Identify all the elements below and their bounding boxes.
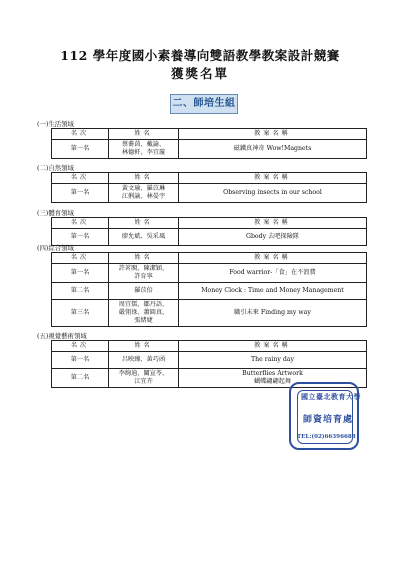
rank-cell: 第二名 — [52, 369, 109, 388]
names-cell — [109, 283, 179, 300]
rank-cell: 第一名 — [52, 229, 109, 246]
seal-bottom-text: TEL:(02)66396688 — [297, 434, 356, 440]
seal-top-text: 國立臺北教育大學 — [301, 392, 361, 401]
name-header: 姓名 — [109, 218, 179, 229]
name-line: 蔡蕎茵、戴諭、 — [121, 141, 166, 148]
document-subtitle: 獲獎名單 — [170, 66, 229, 81]
table-row — [52, 184, 367, 203]
rank-cell: 第一名 — [52, 184, 109, 203]
document-title: 112 學年度國小素養導向雙語教學教案設計競賽 — [60, 48, 340, 63]
name-line: 林德軒、李宜璇 — [121, 149, 166, 156]
table-row — [52, 283, 367, 300]
section-label: (五)視覺藝術領域 — [37, 332, 87, 340]
rank-cell: 第一名 — [52, 140, 109, 159]
name-line: 呂映臻、黃巧函 — [121, 356, 166, 363]
names-cell — [109, 229, 179, 246]
table-header-row — [52, 129, 367, 140]
title-header: 教案名稱 — [179, 253, 367, 264]
group-banner: 二、師培生組 — [170, 94, 238, 114]
lesson-title-line: Gbody 去吧探險隊 — [246, 233, 299, 240]
rank-cell: 第二名 — [52, 283, 109, 300]
official-seal — [289, 382, 359, 450]
award-table — [51, 217, 367, 246]
lesson-title-line: Food warrior-「食」在不浪費 — [229, 269, 316, 276]
lesson-title-cell — [179, 184, 367, 203]
names-cell — [109, 184, 179, 203]
table-row — [52, 264, 367, 283]
title-header: 教案名稱 — [179, 218, 367, 229]
name-line: 李絢迪、關宣苓、 — [118, 370, 169, 377]
rank-cell: 第三名 — [52, 300, 109, 327]
table-header-row — [52, 341, 367, 352]
name-line: 許茗閣、陳潔穎、 — [118, 265, 169, 272]
name-header: 姓名 — [109, 253, 179, 264]
table-row — [52, 229, 367, 246]
section-label: (二)自然領域 — [37, 164, 74, 172]
rank-header: 名次 — [52, 253, 109, 264]
title-header: 教案名稱 — [179, 129, 367, 140]
table-header-row — [52, 173, 367, 184]
lesson-title-cell — [179, 229, 367, 246]
award-table — [51, 172, 367, 203]
name-line: 嚴翎祿、蕭圓真、 — [118, 309, 169, 316]
table-row — [52, 300, 367, 327]
award-table — [51, 340, 367, 388]
lesson-title-line: 磁鐵真神奇 Wow!Magnets — [233, 145, 312, 152]
rank-cell: 第一名 — [52, 264, 109, 283]
title-header: 教案名稱 — [179, 341, 367, 352]
name-line: 羅苡倍 — [134, 287, 153, 294]
rank-header: 名次 — [52, 129, 109, 140]
table-header-row — [52, 218, 367, 229]
rank-header: 名次 — [52, 341, 109, 352]
names-cell — [109, 369, 179, 388]
lesson-title-cell — [179, 283, 367, 300]
name-line: 黃文瑜、羅苡琳 — [121, 185, 166, 192]
section-label: (一)生活領域 — [37, 120, 74, 128]
lesson-title-cell — [179, 140, 367, 159]
lesson-title-cell — [179, 300, 367, 327]
title-header: 教案名稱 — [179, 173, 367, 184]
lesson-title-cell — [179, 264, 367, 283]
section-label: (三)體育領域 — [37, 209, 74, 217]
lesson-title-line: Butterflies Artwork — [242, 370, 303, 377]
lesson-title-line: Money Clock : Time and Money Management — [201, 287, 344, 294]
name-header: 姓名 — [109, 129, 179, 140]
table-row — [52, 140, 367, 159]
rank-header: 名次 — [52, 173, 109, 184]
lesson-title-line: Observing insects in our school — [223, 189, 322, 196]
names-cell — [109, 352, 179, 369]
name-header: 姓名 — [109, 173, 179, 184]
rank-header: 名次 — [52, 218, 109, 229]
lesson-title-line: 蝴蝶翩翩起舞 — [253, 378, 292, 385]
table-row — [52, 352, 367, 369]
names-cell — [109, 140, 179, 159]
table-header-row — [52, 253, 367, 264]
award-table — [51, 252, 367, 327]
name-header: 姓名 — [109, 341, 179, 352]
lesson-title-line: 職引未來 Finding my way — [234, 309, 311, 316]
names-cell — [109, 300, 179, 327]
lesson-title-line: The rainy day — [251, 356, 294, 363]
name-line: 江俐諭、林晏宇 — [121, 193, 166, 200]
award-table — [51, 128, 367, 159]
seal-center-text: 師資培育處 — [303, 415, 354, 425]
name-line: 廖允斌、吳采風 — [121, 233, 166, 240]
section-label: (四)綜合領域 — [37, 244, 74, 252]
name-line: 許育寧 — [134, 273, 153, 280]
name-line: 江宜卉 — [134, 378, 153, 385]
name-line: 張緒婕 — [134, 317, 153, 324]
name-line: 周宜儒、鄒丹語、 — [118, 301, 169, 308]
rank-cell: 第一名 — [52, 352, 109, 369]
lesson-title-cell — [179, 352, 367, 369]
names-cell — [109, 264, 179, 283]
